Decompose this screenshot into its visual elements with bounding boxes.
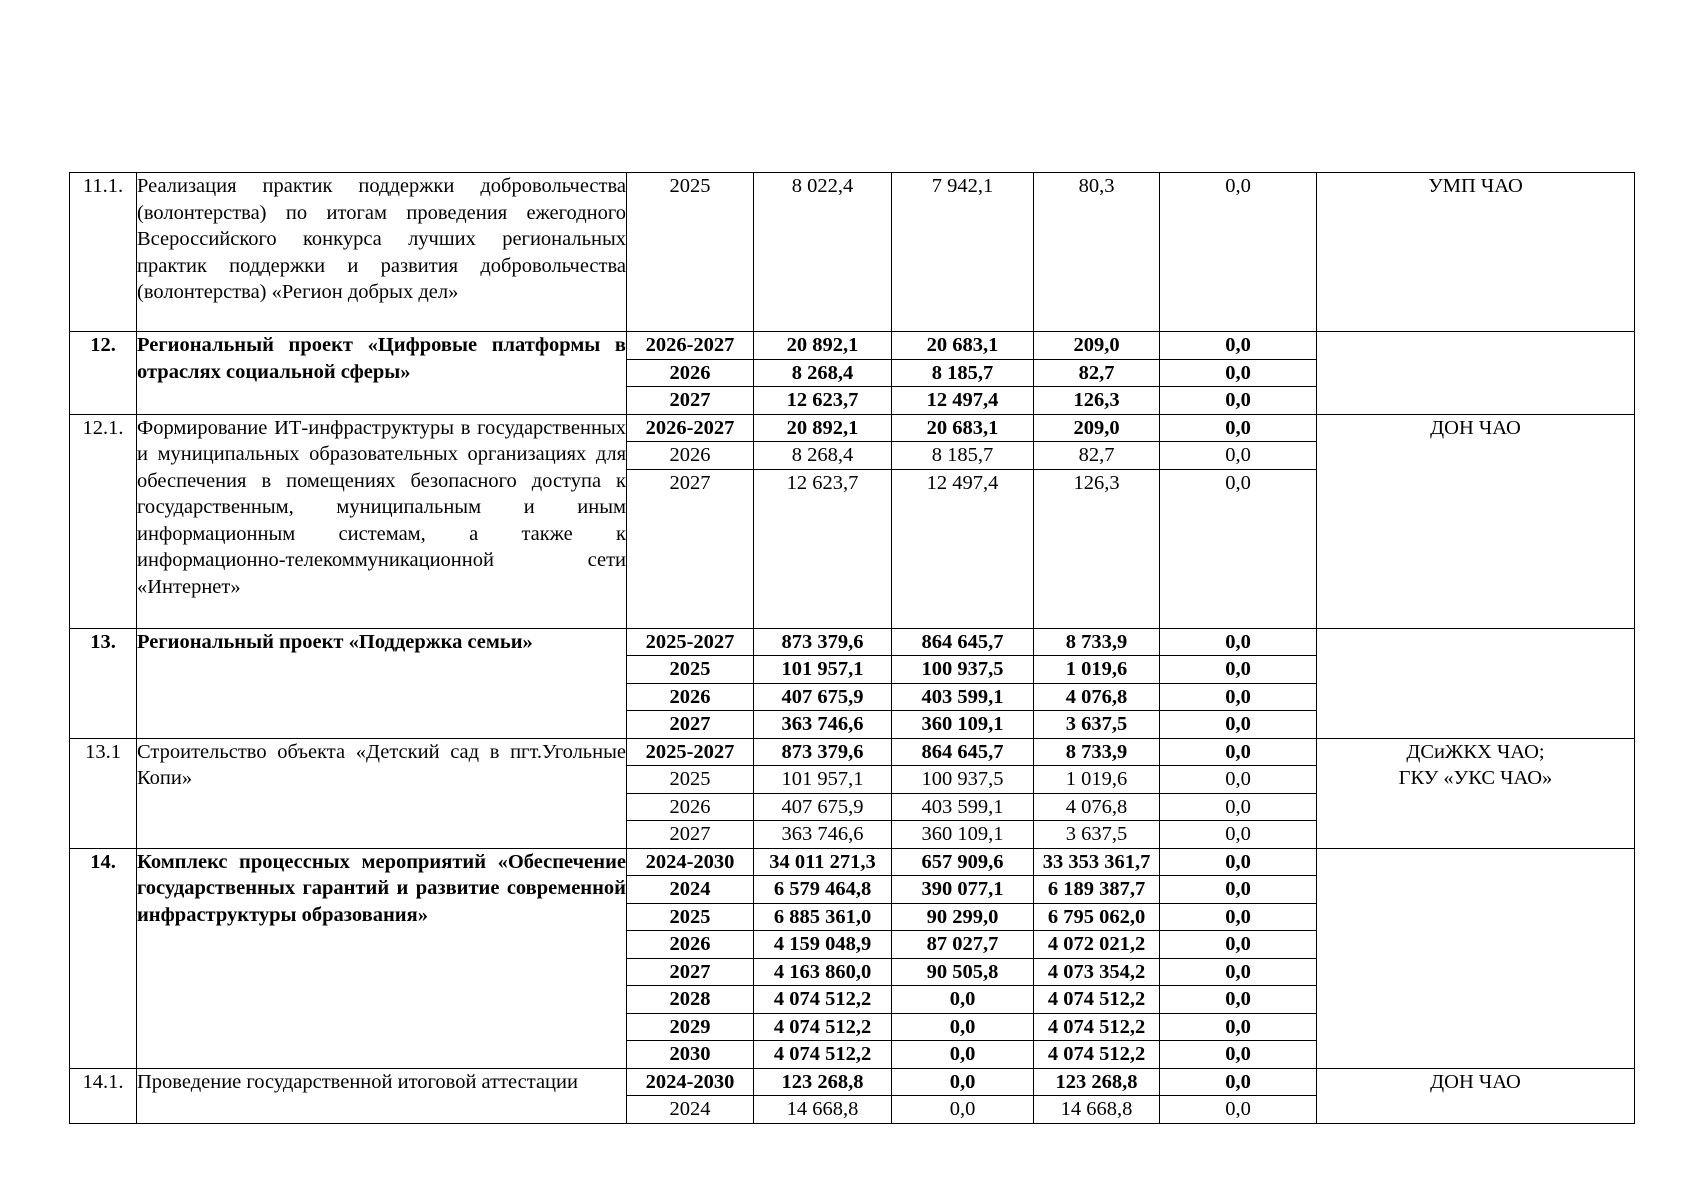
total-cell: 34 011 271,3	[754, 848, 892, 876]
year-cell: 2027	[627, 469, 754, 628]
table-row	[70, 332, 1635, 360]
federal-cell: 100 937,5	[892, 656, 1034, 684]
other-cell: 0,0	[1160, 387, 1317, 415]
year-cell: 2025-2027	[627, 738, 754, 766]
regional-cell: 6 189 387,7	[1034, 876, 1160, 904]
regional-cell: 8 733,9	[1034, 738, 1160, 766]
regional-cell: 4 072 021,2	[1034, 931, 1160, 959]
year-cell: 2027	[627, 821, 754, 849]
regional-cell: 8 733,9	[1034, 628, 1160, 656]
year-cell: 2025	[627, 903, 754, 931]
other-cell: 0,0	[1160, 1096, 1317, 1124]
total-cell: 363 746,6	[754, 711, 892, 739]
other-cell: 0,0	[1160, 656, 1317, 684]
regional-cell: 82,7	[1034, 442, 1160, 470]
executor-name: УМП ЧАО	[1428, 175, 1523, 197]
other-cell: 0,0	[1160, 628, 1317, 656]
executor-cell	[1317, 173, 1635, 332]
regional-cell: 82,7	[1034, 359, 1160, 387]
regional-cell: 209,0	[1034, 414, 1160, 442]
total-cell: 363 746,6	[754, 821, 892, 849]
other-cell: 0,0	[1160, 793, 1317, 821]
regional-cell: 80,3	[1034, 173, 1160, 332]
total-cell: 4 074 512,2	[754, 1013, 892, 1041]
total-cell: 20 892,1	[754, 332, 892, 360]
year-cell: 2026	[627, 359, 754, 387]
year-cell: 2030	[627, 1041, 754, 1069]
executor-cell	[1317, 738, 1635, 848]
regional-cell: 3 637,5	[1034, 821, 1160, 849]
federal-cell: 20 683,1	[892, 332, 1034, 360]
executor-cell	[1317, 414, 1635, 628]
row-description: Формирование ИТ-инфраструктуры в государственных и муниципальных образовательных организациях для обеспечения в помещениях безопасного доступа к государственным, муниципальным и иным информационным системам, а также к информационно-телекоммуникационной сети «Интернет»	[137, 414, 627, 628]
regional-cell: 4 074 512,2	[1034, 1041, 1160, 1069]
row-number: 12.	[70, 332, 137, 415]
year-cell: 2024-2030	[627, 1068, 754, 1096]
table-row	[70, 173, 1635, 332]
executor-name: ДОН ЧАО	[1430, 416, 1521, 439]
regional-cell: 126,3	[1034, 387, 1160, 415]
federal-cell: 0,0	[892, 1041, 1034, 1069]
other-cell: 0,0	[1160, 332, 1317, 360]
regional-cell: 123 268,8	[1034, 1068, 1160, 1096]
row-description: Проведение государственной итоговой аттестации	[137, 1068, 627, 1123]
other-cell: 0,0	[1160, 848, 1317, 876]
federal-cell: 7 942,1	[892, 173, 1034, 332]
federal-cell: 100 937,5	[892, 766, 1034, 794]
row-description: Комплекс процессных мероприятий «Обеспечение государственных гарантий и развитие современной инфраструктуры образования»	[137, 848, 627, 1068]
other-cell: 0,0	[1160, 173, 1317, 332]
federal-cell: 90 505,8	[892, 958, 1034, 986]
federal-cell: 0,0	[892, 1096, 1034, 1124]
row-number: 13.	[70, 628, 137, 738]
federal-cell: 0,0	[892, 986, 1034, 1014]
year-cell: 2025	[627, 173, 754, 332]
other-cell: 0,0	[1160, 1013, 1317, 1041]
executor-name: ГКУ «УКС ЧАО»	[1398, 767, 1553, 789]
federal-cell: 0,0	[892, 1068, 1034, 1096]
federal-cell: 12 497,4	[892, 387, 1034, 415]
federal-cell: 12 497,4	[892, 469, 1034, 628]
other-cell: 0,0	[1160, 876, 1317, 904]
total-cell: 14 668,8	[754, 1096, 892, 1124]
year-cell: 2025	[627, 766, 754, 794]
other-cell: 0,0	[1160, 683, 1317, 711]
year-cell: 2024-2030	[627, 848, 754, 876]
regional-cell: 33 353 361,7	[1034, 848, 1160, 876]
federal-cell: 90 299,0	[892, 903, 1034, 931]
total-cell: 20 892,1	[754, 414, 892, 442]
table-body	[70, 173, 1635, 1124]
executor-cell	[1317, 628, 1635, 738]
year-cell: 2027	[627, 958, 754, 986]
other-cell: 0,0	[1160, 1041, 1317, 1069]
federal-cell: 20 683,1	[892, 414, 1034, 442]
year-cell: 2024	[627, 876, 754, 904]
year-cell: 2026	[627, 683, 754, 711]
year-cell: 2026-2027	[627, 332, 754, 360]
year-cell: 2024	[627, 1096, 754, 1124]
total-cell: 12 623,7	[754, 469, 892, 628]
total-cell: 6 885 361,0	[754, 903, 892, 931]
regional-cell: 1 019,6	[1034, 766, 1160, 794]
financing-table	[69, 172, 1635, 1124]
total-cell: 8 022,4	[754, 173, 892, 332]
total-cell: 407 675,9	[754, 683, 892, 711]
regional-cell: 209,0	[1034, 332, 1160, 360]
total-cell: 8 268,4	[754, 442, 892, 470]
regional-cell: 126,3	[1034, 469, 1160, 628]
other-cell: 0,0	[1160, 958, 1317, 986]
total-cell: 873 379,6	[754, 738, 892, 766]
table-row	[70, 414, 1635, 442]
row-description: Региональный проект «Цифровые платформы в отраслях социальной сферы»	[137, 332, 627, 415]
year-cell: 2027	[627, 387, 754, 415]
total-cell: 873 379,6	[754, 628, 892, 656]
executor-cell	[1317, 332, 1635, 415]
federal-cell: 360 109,1	[892, 821, 1034, 849]
other-cell: 0,0	[1160, 931, 1317, 959]
year-cell: 2026-2027	[627, 414, 754, 442]
regional-cell: 4 074 512,2	[1034, 986, 1160, 1014]
total-cell: 4 074 512,2	[754, 986, 892, 1014]
table-row	[70, 1068, 1635, 1096]
other-cell: 0,0	[1160, 359, 1317, 387]
other-cell: 0,0	[1160, 1068, 1317, 1096]
year-cell: 2027	[627, 711, 754, 739]
year-cell: 2025-2027	[627, 628, 754, 656]
table-row	[70, 628, 1635, 656]
executor-name: ДОН ЧАО	[1430, 1070, 1521, 1093]
regional-cell: 14 668,8	[1034, 1096, 1160, 1124]
total-cell: 101 957,1	[754, 766, 892, 794]
row-description: Реализация практик поддержки добровольчества (волонтерства) по итогам проведения ежегодного Всероссийского конкурса лучших региональных практик поддержки и развития добровольчества (волонтерства) «Регион добрых дел»	[137, 173, 627, 332]
total-cell: 4 074 512,2	[754, 1041, 892, 1069]
federal-cell: 8 185,7	[892, 359, 1034, 387]
regional-cell: 3 637,5	[1034, 711, 1160, 739]
year-cell: 2025	[627, 656, 754, 684]
federal-cell: 0,0	[892, 1013, 1034, 1041]
federal-cell: 8 185,7	[892, 442, 1034, 470]
row-number: 14.1.	[70, 1068, 137, 1123]
federal-cell: 403 599,1	[892, 683, 1034, 711]
total-cell: 4 163 860,0	[754, 958, 892, 986]
other-cell: 0,0	[1160, 711, 1317, 739]
other-cell: 0,0	[1160, 469, 1317, 628]
other-cell: 0,0	[1160, 414, 1317, 442]
row-number: 14.	[70, 848, 137, 1068]
regional-cell: 4 074 512,2	[1034, 1013, 1160, 1041]
federal-cell: 657 909,6	[892, 848, 1034, 876]
regional-cell: 4 073 354,2	[1034, 958, 1160, 986]
total-cell: 4 159 048,9	[754, 931, 892, 959]
executor-name: ДСиЖКХ ЧАО;	[1406, 740, 1545, 763]
row-description: Строительство объекта «Детский сад в пгт.Угольные Копи»	[137, 738, 627, 848]
table-row	[70, 738, 1635, 766]
federal-cell: 864 645,7	[892, 738, 1034, 766]
other-cell: 0,0	[1160, 442, 1317, 470]
other-cell: 0,0	[1160, 986, 1317, 1014]
table-row	[70, 848, 1635, 876]
regional-cell: 1 019,6	[1034, 656, 1160, 684]
regional-cell: 4 076,8	[1034, 683, 1160, 711]
other-cell: 0,0	[1160, 903, 1317, 931]
other-cell: 0,0	[1160, 738, 1317, 766]
row-number: 13.1	[70, 738, 137, 848]
total-cell: 8 268,4	[754, 359, 892, 387]
other-cell: 0,0	[1160, 766, 1317, 794]
row-number: 12.1.	[70, 414, 137, 628]
federal-cell: 864 645,7	[892, 628, 1034, 656]
row-description: Региональный проект «Поддержка семьи»	[137, 628, 627, 738]
total-cell: 101 957,1	[754, 656, 892, 684]
regional-cell: 6 795 062,0	[1034, 903, 1160, 931]
executor-cell	[1317, 1068, 1635, 1123]
row-number: 11.1.	[70, 173, 137, 332]
year-cell: 2026	[627, 442, 754, 470]
year-cell: 2028	[627, 986, 754, 1014]
total-cell: 6 579 464,8	[754, 876, 892, 904]
regional-cell: 4 076,8	[1034, 793, 1160, 821]
federal-cell: 87 027,7	[892, 931, 1034, 959]
executor-cell	[1317, 848, 1635, 1068]
year-cell: 2026	[627, 931, 754, 959]
federal-cell: 403 599,1	[892, 793, 1034, 821]
total-cell: 123 268,8	[754, 1068, 892, 1096]
federal-cell: 390 077,1	[892, 876, 1034, 904]
total-cell: 407 675,9	[754, 793, 892, 821]
total-cell: 12 623,7	[754, 387, 892, 415]
other-cell: 0,0	[1160, 821, 1317, 849]
federal-cell: 360 109,1	[892, 711, 1034, 739]
year-cell: 2029	[627, 1013, 754, 1041]
year-cell: 2026	[627, 793, 754, 821]
